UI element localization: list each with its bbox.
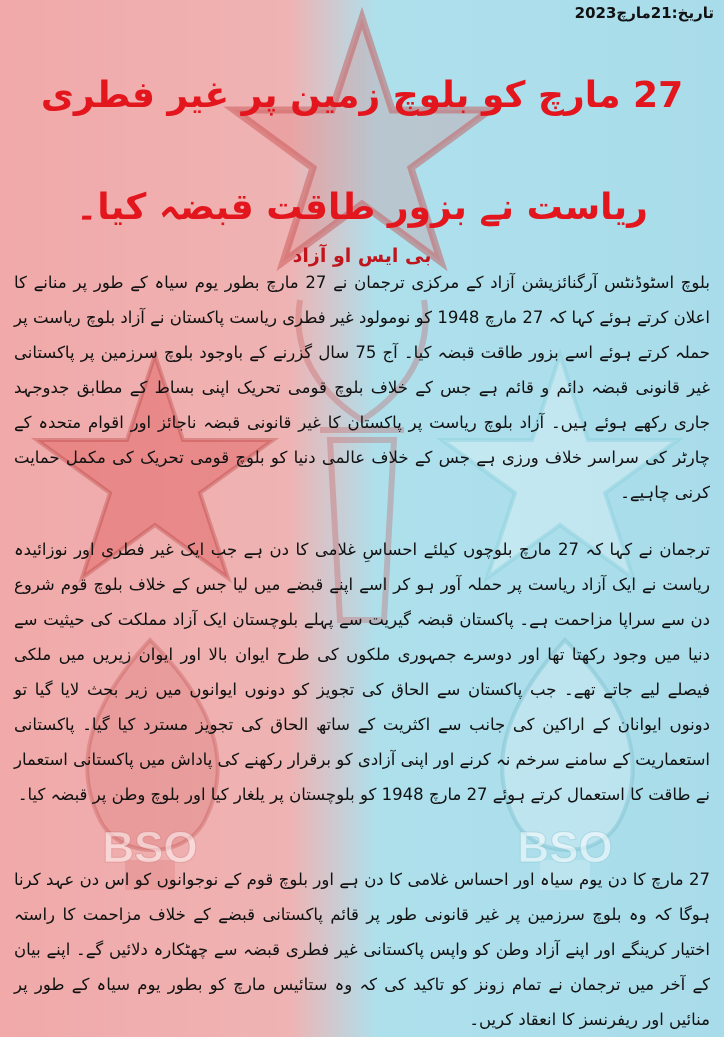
watermark-bso-left: BSO: [102, 823, 198, 872]
headline: 27 مارچ کو بلوچ زمین پر غیر فطری ریاست نے بزور طاقت قبضہ کیا۔: [40, 75, 684, 228]
body-paragraph-2: ترجمان نے کہا کہ 27 مارچ بلوچوں کیلئے احساسِ غلامی کا دن ہے جب ایک غیر فطری اور نوزائیدہ ریاست نے ایک آزاد ریاست پر حملہ آور ہو کر اسے اپنے قبضے میں لیا جس کے خلاف بلوچ قوم شروع دن سے سراپا مزاحمت ہے۔ پاکستان قبضہ گیریت سے پہلے بلوچستان ایک آزاد مملکت کی حیثیت سے دنیا میں وجود رکھتا تھا اور دوسرے جمہوری ملکوں کی طرح ایوان بالا اور ایوان زیریں میں ملکی فیصلے لیے جاتے تھے۔ جب پاکستان سے الحاق کی تجویز کو دونوں ایوانوں میں زیر بحث لایا گیا تو دونوں ایوانان کے اراکین کی جانب سے اکثریت کے ساتھ الحاق کی تجویز مسترد کیا گیا۔ پاکستانی استعماریت کے سامنے سرخم نہ کرنے اور اپنی آزادی کو برقرار رکھنے کی پاداش میں پاکستانی استعمار نے طاقت کا استعمال کرتے ہوئے 27 مارچ 1948 کو بلوچستان پر یلغار کیا اور بلوچ وطن پر قبضہ کیا۔: [14, 540, 710, 804]
date-label: تاریخ:21مارچ2023: [574, 4, 714, 22]
body-paragraph-1: بلوچ اسٹوڈنٹس آرگنائزیشن آزاد کے مرکزی ترجمان نے 27 مارچ بطور یوم سیاہ کے طور پر منانے کا اعلان کرتے ہوئے کہا کہ 27 مارچ 1948 کو نومولود غیر فطری ریاست پاکستان نے آزاد بلوچ ریاست پر حملہ کرتے ہوئے اسے بزور طاقت قبضہ کیا۔ آج 75 سال گزرنے کے باوجود بلوچ سرزمین پر پاکستانی غیر قانونی قبضہ دائم و قائم ہے جس کے خلاف بلوچ قومی تحریک اپنی بساط کے مطابق جدوجہد جاری رکھے ہوئے ہیں۔ آزاد بلوچ ریاست پر پاکستان کا غیر قانونی قبضہ ناجائز اور اقوام متحدہ کے چارٹر کی سراسر خلاف ورزی ہے جس کے خلاف عالمی دنیا کو بلوچ قومی تحریک کی مکمل حمایت کرنی چاہیے۔: [14, 273, 711, 502]
watermark-bso-right: BSO: [517, 823, 613, 872]
body-paragraph-3: 27 مارچ کا دن یوم سیاہ اور احساس غلامی کا دن ہے اور بلوچ قوم کے نوجوانوں کو اس دن عہد کرنا ہوگا کہ وہ بلوچ سرزمین پر غیر قانونی طور پر قائم پاکستانی قبضے کے خلاف مزاحمت کا راستہ اختیار کرینگے اور اپنے آزاد وطن کو واپس پاکستانی غیر فطری قبضہ سے چھٹکارہ دلائیں گے۔ اپنے بیان کے آخر میں ترجمان نے تمام زونز کو تاکید کی کہ وہ ستائیس مارچ کو بطور یوم سیاہ کے طور پر منائیں اور ریفرنسز کا انعقاد کریں۔: [14, 870, 710, 1029]
byline: بی ایس او آزاد: [292, 245, 432, 267]
